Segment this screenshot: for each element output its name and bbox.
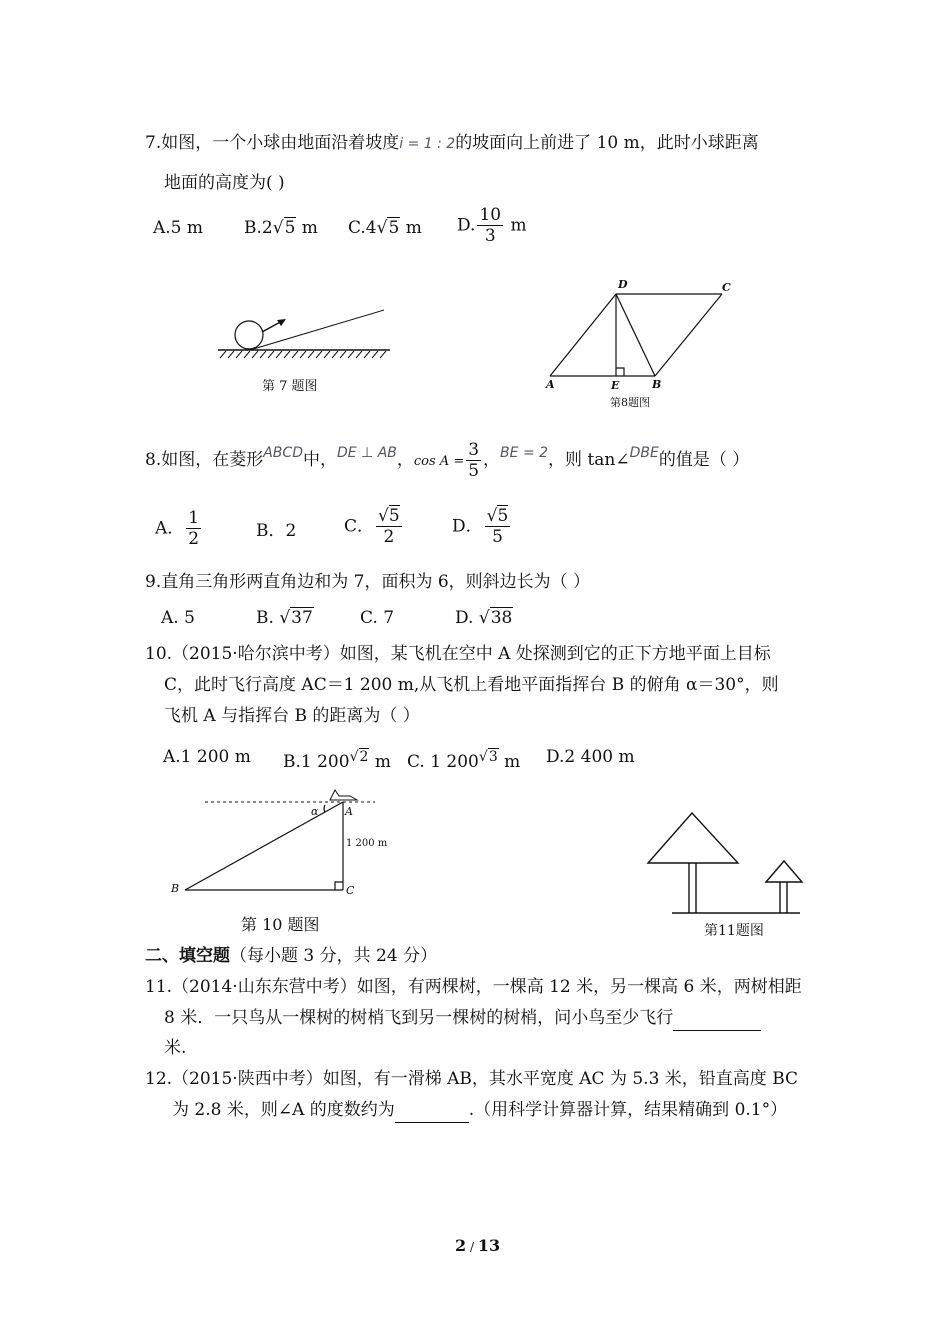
q10-option-d: D.2 400 m [546,747,635,767]
q8-cos-den: 5 [468,461,480,481]
q9-option-d-sqrt: √38 [478,608,513,628]
q8-option-a-den: 2 [188,529,200,549]
q7-option-b-pre: B.2 [244,218,273,238]
q11-answer-blank[interactable] [673,1006,761,1031]
q7-text-b: 的坡面向上前进了 10 m，此时小球距离 [455,133,759,153]
section2-heading [145,944,437,968]
q8-option-d-den: 5 [492,527,503,547]
fig10-label-alpha: α [311,805,319,818]
q8-option-d-label: D． [452,516,483,537]
q10-option-c-rad: 3 [488,749,498,765]
airplane-icon [330,790,357,800]
q8-option-a-num: 1 [188,508,200,528]
q8-option-a-frac [186,508,201,549]
q9-option-b [256,606,314,630]
q11-line2 [164,1006,761,1031]
figure-10 [165,782,395,942]
q7-option-b-post: m [296,218,318,238]
q8-comma1: ， [396,450,414,470]
q10-option-c-sqrt: √3 [478,749,498,765]
q9-option-d-pre: D. [455,608,479,628]
q7-option-d [457,205,527,246]
q8-option-c-rad: 5 [388,506,400,526]
q7-line1 [145,131,759,156]
q7-slope-ratio: i = 1 : 2 [399,136,456,152]
q11-line2-text: 8 米．一只鸟从一棵树的树梢飞到另一棵树的树梢，问小鸟至少飞行 [164,1008,674,1028]
q10-option-c-pre: C. 1 200 [407,752,479,772]
page-separator: / [466,1240,478,1254]
fig8-label-e: E [611,379,620,392]
q7-option-d-frac [477,205,503,246]
q7-option-c [348,216,422,240]
fig7-ground [218,350,390,358]
fig8-caption: 第8题图 [610,396,650,409]
q8-text-b: 中， [302,450,337,470]
q7-option-d-post: m [505,215,527,236]
q10-line3: 飞机 A 与指挥台 B 的距离为（ ） [164,706,420,726]
q9-option-a: A. 5 [161,608,195,628]
q8-line1 [145,438,749,481]
fig8-rhombus [550,294,722,376]
q7-option-b [244,216,318,240]
figure-7 [210,300,400,400]
q8-option-c-label: C． [344,516,375,537]
figure-8 [540,276,740,411]
q8-option-d-rad: 5 [497,506,509,526]
fig10-label-c: C [346,884,355,897]
q8-option-d-frac [485,506,511,547]
q8-option-a-label: A． [155,518,185,539]
fig8-label-b: B [652,378,662,391]
q9-option-c: C. 7 [360,608,395,628]
q9-option-d-rad: 38 [490,608,513,628]
q11-line1: 11.（2014·山东东营中考）如图，有两棵树，一棵高 12 米，另一棵高 6 米，两树相距 [145,977,802,997]
fig11-caption: 第11题图 [704,923,764,939]
q9-stem: 9.直角三角形两直角边和为 7，面积为 6，则斜边长为（ ） [145,572,591,592]
q10-line2: C，此时飞行高度 AC＝1 200 m,从飞机上看地平面指挥台 B 的俯角 α＝30°，则 [164,675,779,695]
q10-option-a: A.1 200 m [163,747,251,767]
q10-option-b [283,745,391,774]
q9-option-b-sqrt: √37 [279,608,313,628]
fig8-label-c: C [722,281,731,294]
q8-option-d [452,506,512,547]
q12-line2 [172,1098,787,1123]
fig8-label-a: A [546,378,555,391]
page-total: 13 [477,1236,501,1255]
q12-line1: 12.（2015·陕西中考）如图，有一滑梯 AB，其水平宽度 AC 为 5.3 米，铅直高度 BC [145,1069,799,1089]
q7-text-a: 7.如图，一个小球由地面沿着坡度 [145,133,400,153]
q8-option-d-num: √5 [486,506,509,526]
q8-cos: cos A = [413,454,465,469]
q8-cos-num: 3 [468,440,480,460]
fig7-arrow [262,319,286,332]
q7-option-a: A.5 m [153,218,204,238]
q7-option-b-sqrt: √5 [272,218,296,238]
q8-option-b: B．2 [256,521,297,541]
q7-option-d-pre: D. [457,215,476,236]
q10-option-b-rad: 2 [359,749,369,765]
q7-line2: 地面的高度为( ) [164,173,285,193]
fig10-triangle [185,802,343,890]
q12-answer-blank[interactable] [395,1098,469,1123]
q8-text-d: 的值是（ ） [658,450,750,470]
q8-option-c [344,506,404,547]
q10-option-b-sqrt: √2 [349,749,369,765]
q10-line1: 10.（2015·哈尔滨中考）如图，某飞机在空中 A 处探测到它的正下方地平面上目标 [145,644,771,664]
q8-comma2: ， [483,450,501,470]
q8-angle: DBE [629,445,659,461]
fig7-caption: 第 7 题图 [262,379,318,394]
q9-option-d [455,606,513,630]
q8-text-a: 8.如图，在菱形 [145,450,264,470]
fig8-label-d: D [618,278,628,291]
q11-line3: 米. [164,1038,187,1058]
q7-option-d-num: 10 [479,205,502,225]
page-current: 2 [455,1236,467,1255]
q8-option-c-frac [376,506,402,547]
section2-title: 二、填空题 [145,946,230,966]
q12-line2-b: .（用科学计算器计算，结果精确到 0.1°） [468,1100,788,1120]
q7-option-c-sqrt: √5 [376,218,400,238]
q8-option-c-num: √5 [378,506,400,526]
q7-option-b-rad: 5 [284,218,296,238]
q10-option-b-post: m [369,752,391,772]
fig10-label-height: 1 200 m [346,838,388,849]
fig10-label-a: A [345,805,353,818]
q7-option-c-pre: C.4 [348,218,377,238]
q8-cos-frac [466,440,481,481]
q8-shape: ABCD [263,445,303,461]
q8-option-c-den: 2 [383,527,395,547]
q12-line2-a: 为 2.8 米，则∠A 的度数约为 [172,1100,395,1120]
q9-option-b-pre: B. [256,608,280,628]
q8-option-a [155,508,203,549]
q7-option-c-rad: 5 [388,218,400,238]
q9-option-b-rad: 37 [291,608,313,628]
q8-text-c: ，则 tan∠ [548,450,630,470]
figure-11 [640,805,810,945]
q10-option-c [407,745,520,774]
fig7-ball [235,321,263,349]
fig11-trees [648,813,802,913]
q7-options [153,216,203,240]
page-number [455,1234,500,1259]
q10-option-c-post: m [498,752,521,772]
section2-note: （每小题 3 分，共 24 分） [230,946,438,966]
q8-perp: DE ⊥ AB [336,445,397,461]
fig7-slope [250,310,384,350]
q10-option-b-pre: B.1 200 [283,752,350,772]
q7-option-d-den: 3 [484,226,496,246]
fig10-caption: 第 10 题图 [241,915,320,934]
q7-option-c-post: m [400,218,422,238]
q8-be: BE = 2 [500,445,549,461]
fig10-label-b: B [171,882,180,895]
